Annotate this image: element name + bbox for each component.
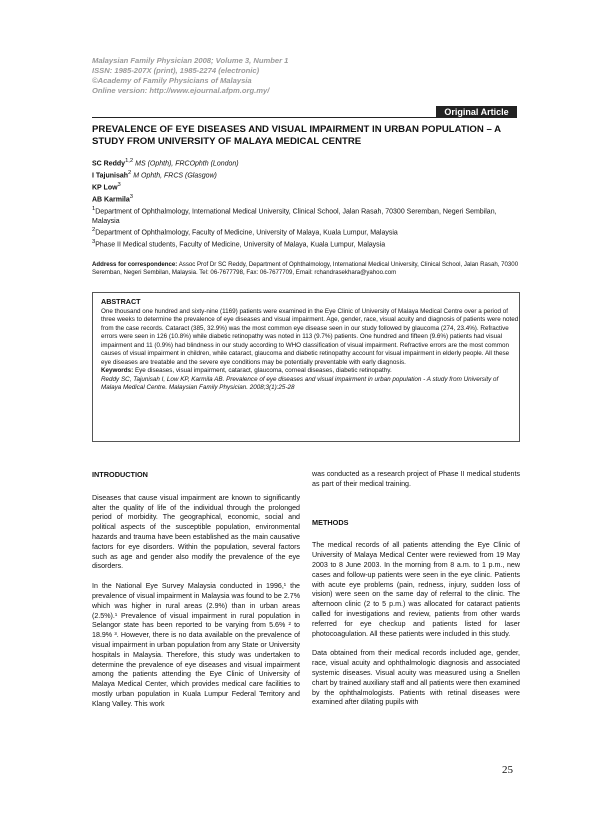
author-degree: MS (Ophth), FRCOphth (London) <box>135 160 239 168</box>
author-block <box>92 157 522 250</box>
citation: Reddy SC, Tajunisah I, Low KP, Karmila AB. Prevalence of eye diseases and visual impairment in urban population - A study from University of Malaya Medical Centre. Malaysian Family Physician. 2008;3(1):25-28 <box>101 375 499 391</box>
author-name: I Tajunisah <box>92 172 129 180</box>
author-line <box>92 169 522 181</box>
author-name: SC Reddy <box>92 160 126 168</box>
article-type-badge: Original Article <box>436 106 517 118</box>
page-number: 25 <box>502 764 513 776</box>
address-label: Address for correspondence: <box>92 261 178 268</box>
paragraph: Data obtained from their medical records included age, gender, race, visual acuity and ophthalmologic diagnosis and associated systemic diseases. Visual acuity was measured using a Snellen chart by trained auxiliary staff and all patients were then examined by the ophthalmologists. Patients with retinal diseases were examined after dilating pupils with <box>312 649 520 707</box>
affiliation <box>92 238 522 250</box>
journal-line: Malaysian Family Physician 2008; Volume 3, Number 1 <box>92 56 289 65</box>
author-sup: 2 <box>128 169 132 176</box>
affiliation <box>92 205 522 227</box>
author-degree: M Ophth, FRCS (Glasgow) <box>133 172 217 180</box>
article-title: PREVALENCE OF EYE DISEASES AND VISUAL IMPAIRMENT IN URBAN POPULATION – A STUDY FROM UNIVERSITY OF MALAYA MEDICAL CENTRE <box>92 124 501 147</box>
author-sup: 1,2 <box>125 158 134 164</box>
abstract-heading: ABSTRACT <box>101 297 141 306</box>
author-line <box>92 193 522 205</box>
affiliation <box>92 226 522 238</box>
abstract-box <box>92 292 520 442</box>
correspondence-address <box>92 261 522 278</box>
affiliation-text: Department of Ophthalmology, Faculty of Medicine, University of Malaya, Kuala Lumpur, Malaysia <box>95 229 398 237</box>
left-column <box>92 470 300 720</box>
keywords-label: Keywords: <box>101 367 134 374</box>
author-sup: 3 <box>117 181 121 188</box>
author-sup: 3 <box>129 193 133 200</box>
affiliation-sup: 1 <box>92 205 96 212</box>
author-name: AB Karmila <box>92 196 130 204</box>
affiliation-sup: 2 <box>92 227 96 234</box>
author-name: KP Low <box>92 184 118 192</box>
keywords-text: Eye diseases, visual impairment, cataract, glaucoma, corneal diseases, diabetic retinopathy. <box>134 367 392 374</box>
affiliation-text: Phase II Medical students, Faculty of Medicine, University of Malaya, Kuala Lumpur, Malaysia <box>95 241 386 249</box>
journal-line: ISSN: 1985-207X (print), 1985-2274 (electronic) <box>92 66 260 75</box>
author-line <box>92 157 522 169</box>
journal-info <box>92 56 288 96</box>
paragraph: In the National Eye Survey Malaysia conducted in 1996,¹ the prevalence of visual impairment in Malaysia was found to be 2.7% which was higher in rural areas (2.9%) than in urban areas (2.5%).¹ Prevalence of visual impairment in rural population in Selangor state has been reported to be varying from 5.6% ² to 18.9% ³. However, there is no data available on the prevalence of visual impairment in urban population from any State or University hospitals in Malaysia. Therefore, this study was undertaken to determine the prevalence of eye diseases and visual impairment among the patients attending the Eye Clinic of University of Malaya Medical Center, which provides medical care facilities to mostly urban population in Kuala Lumpur Federal Territory and Klang Valley. This work <box>92 582 300 708</box>
affiliation-sup: 3 <box>92 239 96 246</box>
section-heading-methods: METHODS <box>312 517 349 527</box>
address-text: Assoc Prof Dr SC Reddy, Department of Ophthalmology, International Medical University, Clinical School, Jalan Rasah, 70300 Seremban, Negeri Sembilan, Malaysia. Tel: 06-7677798, Fax: 06-7677709, Email: rchandrasekhara@yahoo.com <box>92 261 519 277</box>
journal-line: Online version: http://www.ejournal.afpm.org.my/ <box>92 86 270 95</box>
abstract-body: One thousand one hundred and sixty-nine (1169) patients were examined in the Eye Clinic of University of Malaya Medical Centre over a period of three weeks to determine the prevalence of eye diseases and visual impairment. Age, gender, race, visual acuity and diagnosis of patients were noted from the case records. Cataract (385, 32.9%) was the most common eye disease seen in our study followed by glaucoma (274, 23.4%). Refractive errors were seen in 126 (10.8%) while diabetic retinopathy was noted in 113 (9.7%) patients. One hundred and fifteen (9.6%) patients had visual impairment and 11 (0.9%) had blindness in our study according to WHO classification of visual impairment. Refractive errors are the most common causes of visual impairment in children, while cataract, glaucoma and diabetic retinopathy account for visual impairment in elderly people. All these eye diseases are treatable and the severe eye conditions may be potentially preventable with early diagnosis. <box>101 307 519 366</box>
author-line <box>92 181 522 193</box>
journal-line: ©Academy of Family Physicians of Malaysia <box>92 76 252 85</box>
section-heading-introduction: INTRODUCTION <box>92 470 148 479</box>
affiliation-text: Department of Ophthalmology, International Medical University, Clinical School, Jalan Rasah, 70300 Seremban, Negeri Sembilan, Malaysia <box>92 208 497 225</box>
right-column <box>312 470 520 718</box>
paragraph: was conducted as a research project of Phase II medical students as part of their medical training. <box>312 470 520 488</box>
paragraph: The medical records of all patients attending the Eye Clinic of University of Malaya Medical Center were reviewed from 19 May 2003 to 8 June 2003. In the morning from 8 a.m. to 1 p.m., new cases and follow-up patients were seen in the eye clinic. Patients with acute eye problems (pain, redness, injury, sudden loss of vision) were seen on the same day of referral to the clinic. The afternoon clinic (2 to 5 p.m.) was allocated for cataract patients called for investigations and review, patients from other wards referred for eye checkup and patients listed for laser photocoagulation. All these patients were included in this study. <box>312 541 520 638</box>
keywords <box>101 367 519 376</box>
paragraph: Diseases that cause visual impairment are known to significantly alter the quality of life of the individual through the prolonged period of morbidity. The geographical, economic, social and political aspects of the susceptible population, environmental hazards and trauma have been established as the main causative factors for eye disorders. Within the population, several factors such as age and gender also modify the prevalence of the eye disorders. <box>92 493 300 571</box>
